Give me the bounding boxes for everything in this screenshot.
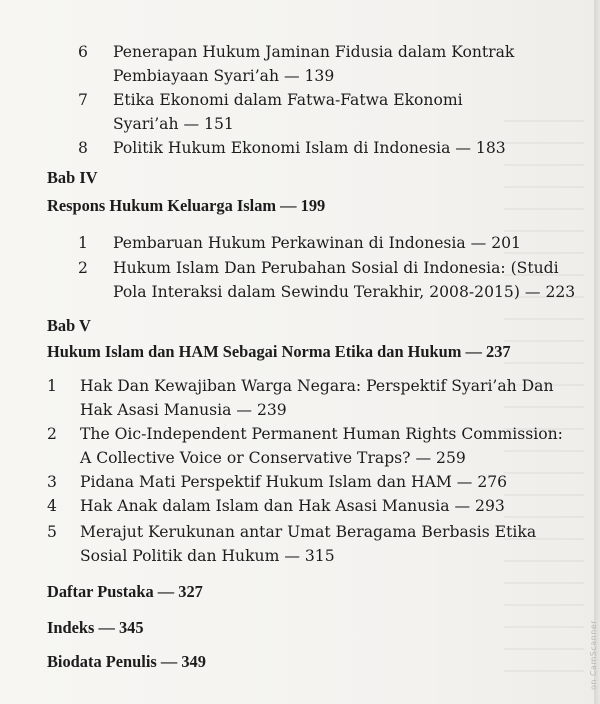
- entry-number: 4: [47, 497, 57, 515]
- entry-number: 1: [47, 377, 57, 395]
- entry-title-line2: Hak Asasi Manusia — 239: [80, 401, 287, 419]
- author-bio-entry: Biodata Penulis — 349: [47, 652, 206, 671]
- entry-title-line1: Hak Anak dalam Islam dan Hak Asasi Manusia — 293: [80, 497, 505, 515]
- entry-number: 2: [47, 425, 57, 443]
- bleed-through-shadow: [504, 120, 584, 680]
- page-edge: [594, 0, 600, 704]
- entry-number: 7: [78, 91, 88, 109]
- entry-title-line1: Pidana Mati Perspektif Hukum Islam dan HAM — 276: [80, 473, 508, 491]
- entry-title-line1: Merajut Kerukunan antar Umat Beragama Berbasis Etika: [80, 523, 537, 541]
- chapter-label: Bab V: [47, 316, 91, 335]
- chapter-title: Hukum Islam dan HAM Sebagai Norma Etika dan Hukum — 237: [47, 342, 511, 361]
- entry-number: 3: [47, 473, 57, 491]
- entry-number: 1: [78, 234, 88, 252]
- entry-title-line2: Pembiayaan Syari’ah — 139: [113, 67, 335, 85]
- entry-title-line1: The Oic-Independent Permanent Human Rights Commission:: [80, 425, 563, 443]
- entry-title-line1: Hak Dan Kewajiban Warga Negara: Perspektif Syari’ah Dan: [80, 377, 554, 395]
- entry-title-line1: Penerapan Hukum Jaminan Fidusia dalam Kontrak: [113, 43, 515, 61]
- entry-number: 5: [47, 523, 57, 541]
- chapter-title: Respons Hukum Keluarga Islam — 199: [47, 196, 326, 215]
- bibliography-entry: Daftar Pustaka — 327: [47, 582, 203, 601]
- entry-number: 2: [78, 259, 88, 277]
- index-entry: Indeks — 345: [47, 618, 144, 637]
- entry-number: 6: [78, 43, 88, 61]
- entry-title-line2: A Collective Voice or Conservative Traps? — 259: [80, 449, 466, 467]
- entry-title-line2: Syari’ah — 151: [113, 115, 234, 133]
- chapter-label: Bab IV: [47, 168, 98, 187]
- scanner-watermark: on CamScanner: [589, 619, 598, 690]
- entry-title-line2: Sosial Politik dan Hukum — 315: [80, 547, 335, 565]
- entry-title-line1: Hukum Islam Dan Perubahan Sosial di Indonesia: (Studi: [113, 259, 559, 277]
- entry-title-line2: Pola Interaksi dalam Sewindu Terakhir, 2008-2015) — 223: [113, 283, 576, 301]
- entry-title-line1: Etika Ekonomi dalam Fatwa-Fatwa Ekonomi: [113, 91, 463, 109]
- entry-number: 8: [78, 139, 88, 157]
- entry-title-line1: Pembaruan Hukum Perkawinan di Indonesia — 201: [113, 234, 521, 252]
- entry-title-line1: Politik Hukum Ekonomi Islam di Indonesia — 183: [113, 139, 506, 157]
